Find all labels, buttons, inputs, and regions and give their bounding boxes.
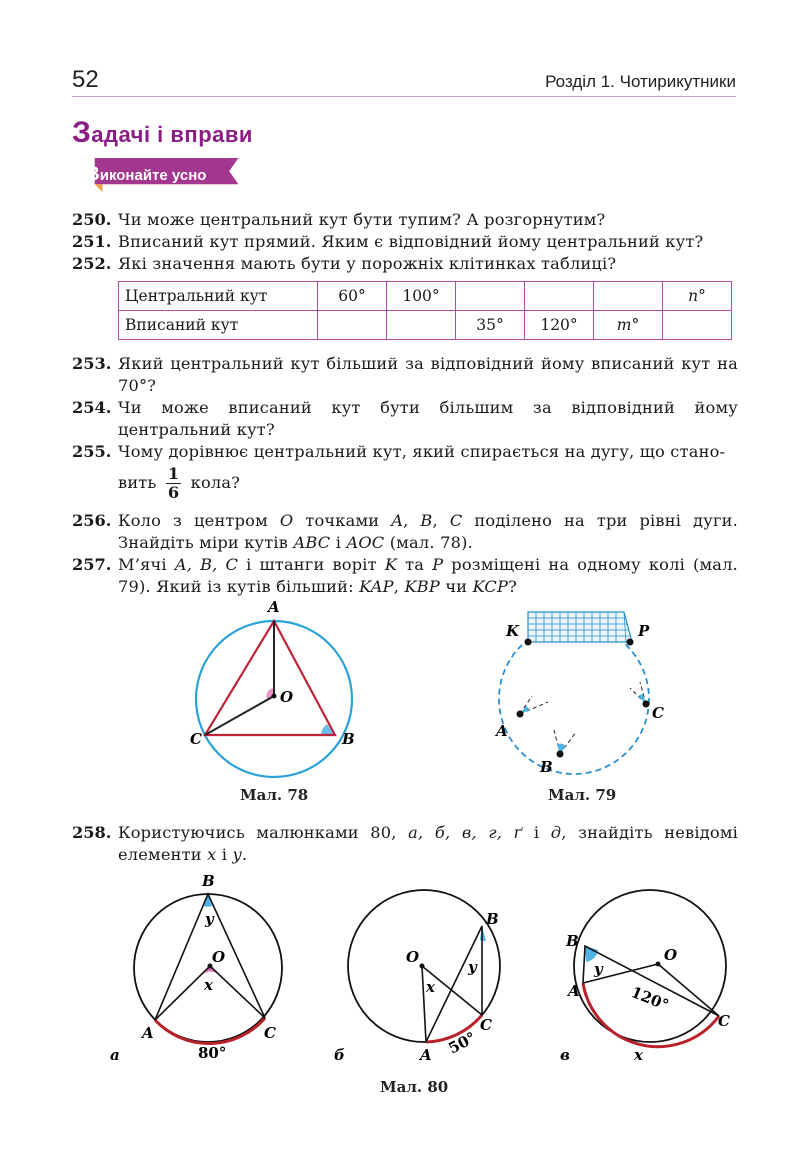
angles-table <box>118 281 732 340</box>
problem-text <box>118 510 738 554</box>
problem-number: 253. <box>72 354 112 373</box>
arc-label: 80° <box>198 1044 227 1062</box>
label-O: O <box>406 948 420 966</box>
problem-number: 257. <box>72 555 112 574</box>
var: KBP <box>404 577 440 596</box>
angle-label: 120° <box>628 983 672 1015</box>
var: x <box>207 845 217 864</box>
var: AOC <box>346 533 385 552</box>
header-divider <box>72 96 736 97</box>
figure-tag: а <box>110 1046 120 1064</box>
label-A: A <box>420 1046 432 1064</box>
var: y <box>232 845 242 864</box>
label-y: y <box>205 910 214 928</box>
problem-number: 250. <box>72 210 112 229</box>
problem-252 <box>72 253 738 275</box>
problem-text: Чи може центральний кут бути тупим? А розгорнутим? <box>118 210 606 229</box>
problem-text-line2 <box>118 465 738 502</box>
circle <box>499 624 649 774</box>
label-K: K <box>506 622 520 640</box>
text: та <box>397 555 433 574</box>
text: точками <box>293 511 392 530</box>
label-y: y <box>468 958 477 976</box>
figure-80-a <box>100 868 300 1068</box>
label-O: O <box>664 946 678 964</box>
label-C: C <box>480 1016 492 1034</box>
table-row <box>119 311 732 340</box>
label-B: B <box>202 872 215 890</box>
page-number: 52 <box>72 66 99 93</box>
label-C: C <box>718 1012 730 1030</box>
text: , знайдіть невідомі елементи <box>118 823 738 864</box>
text: поділено на три рівні дуги. Знайдіть міри кутів <box>118 511 738 552</box>
problem-250 <box>72 209 738 231</box>
text: (мал. 78). <box>384 533 473 552</box>
table-cell: m° <box>594 311 663 340</box>
table-cell <box>525 282 594 311</box>
label-y: y <box>594 960 603 978</box>
banner-title <box>86 164 206 186</box>
figure-79 <box>490 604 680 784</box>
center-point <box>420 964 425 969</box>
var: B <box>420 511 433 530</box>
banner-initial: В <box>86 164 100 185</box>
problem-number: 255. <box>72 442 112 461</box>
text: , <box>403 511 421 530</box>
figure-tag: в <box>560 1046 570 1064</box>
point-P <box>627 639 634 646</box>
label-A: A <box>568 982 580 1000</box>
title-rest: адачі і вправи <box>91 122 253 147</box>
figure-78-caption: Мал. 78 <box>240 786 309 804</box>
problem-251 <box>72 231 738 253</box>
text: вить <box>118 473 157 492</box>
label-A: A <box>496 722 508 740</box>
table-cell: 60° <box>318 282 387 311</box>
problem-257 <box>72 554 738 598</box>
table-cell <box>663 311 732 340</box>
problem-text: Чому дорівнює центральний кут, який спирається на дугу, що стано- <box>118 442 726 461</box>
text: , <box>393 577 405 596</box>
table-cell: Вписаний кут <box>119 311 318 340</box>
label-P: P <box>638 622 650 640</box>
point-B <box>557 751 564 758</box>
text: . <box>241 845 248 864</box>
label-C: C <box>190 730 202 748</box>
problem-text <box>118 554 738 598</box>
table-cell: 100° <box>387 282 456 311</box>
point-C <box>643 701 650 708</box>
title-initial: З <box>72 116 92 149</box>
figure-78 <box>180 596 380 782</box>
label-B: B <box>342 730 355 748</box>
point-K <box>525 639 532 646</box>
label-B: B <box>540 758 553 776</box>
text: М’ячі <box>118 555 175 574</box>
text: Коло з центром <box>118 511 280 530</box>
text: ? <box>508 577 517 596</box>
var: KCP <box>472 577 509 596</box>
var: A, B, C <box>174 555 239 574</box>
figure-80-caption: Мал. 80 <box>380 1078 449 1096</box>
text: Користуючись малюнками 80, <box>118 823 409 842</box>
problem-number: 251. <box>72 232 112 251</box>
var: KAP <box>359 577 394 596</box>
var: K <box>384 555 398 574</box>
label-B: B <box>486 910 499 928</box>
problem-number: 256. <box>72 511 112 530</box>
text: розміщені на одному колі (мал. 79). Який із кутів більший: <box>118 555 738 596</box>
page-title <box>72 116 253 150</box>
center-point <box>656 962 661 967</box>
text: і штанги воріт <box>238 555 385 574</box>
var: ABC <box>293 533 331 552</box>
problem-253 <box>72 353 738 397</box>
arc <box>155 1018 265 1044</box>
table-cell: Центральний кут <box>119 282 318 311</box>
figure-79-caption: Мал. 79 <box>548 786 617 804</box>
problem-258 <box>72 822 738 866</box>
text: , <box>432 511 450 530</box>
problem-255 <box>72 441 738 502</box>
table-cell <box>318 311 387 340</box>
label-A: A <box>268 598 280 616</box>
figure-80-b <box>320 868 520 1068</box>
table-cell <box>594 282 663 311</box>
var: A <box>391 511 404 530</box>
problem-text: Вписаний кут прямий. Яким є відповідний йому центральний кут? <box>118 232 704 251</box>
arc-label: 50° <box>445 1028 479 1058</box>
label-O: O <box>212 948 226 966</box>
problem-number: 258. <box>72 823 112 842</box>
label-x: x <box>204 976 213 994</box>
problem-text: Який центральний кут більший за відповідний йому вписаний кут на 70°? <box>118 354 738 395</box>
problem-number: 254. <box>72 398 112 417</box>
var: O <box>279 511 294 530</box>
goal-net <box>528 612 632 642</box>
text: чи <box>439 577 473 596</box>
label-C: C <box>264 1024 276 1042</box>
table-row <box>119 282 732 311</box>
label-B: B <box>566 932 579 950</box>
label-A: A <box>142 1024 154 1042</box>
var: P <box>432 555 444 574</box>
label-O: O <box>280 688 294 706</box>
problem-text <box>118 822 738 866</box>
table-cell: n° <box>663 282 732 311</box>
var: C <box>449 511 463 530</box>
label-C: C <box>652 704 664 722</box>
problem-254 <box>72 397 738 441</box>
table-cell: 35° <box>456 311 525 340</box>
fraction-numerator: 1 <box>167 464 180 483</box>
arc-label-x: x <box>634 1046 643 1064</box>
table-cell <box>387 311 456 340</box>
label-x: x <box>426 978 435 996</box>
table-cell: 120° <box>525 311 594 340</box>
problem-text: Чи може вписаний кут бути більшим за відповідний йому центральний кут? <box>118 398 738 439</box>
fraction-denominator: 6 <box>167 483 180 502</box>
point-A <box>517 711 524 718</box>
figure-80-c <box>550 868 750 1068</box>
figure-tag: б <box>334 1046 345 1064</box>
text: і <box>522 823 551 842</box>
var: а, б, в, г, ґ <box>408 823 523 842</box>
sight-lines <box>520 682 646 754</box>
problem-256 <box>72 510 738 554</box>
banner-rest: иконайте усно <box>99 167 207 184</box>
var: д <box>550 823 562 842</box>
section-title: Розділ 1. Чотирикутники <box>545 72 736 91</box>
fraction <box>166 465 181 502</box>
text: і <box>330 533 347 552</box>
problem-number: 252. <box>72 254 112 273</box>
table-cell <box>456 282 525 311</box>
center-point <box>272 694 277 699</box>
text: і <box>216 845 233 864</box>
problem-text: Які значення мають бути у порожніх клітинках таблиці? <box>118 254 617 273</box>
text: кола? <box>190 473 241 492</box>
